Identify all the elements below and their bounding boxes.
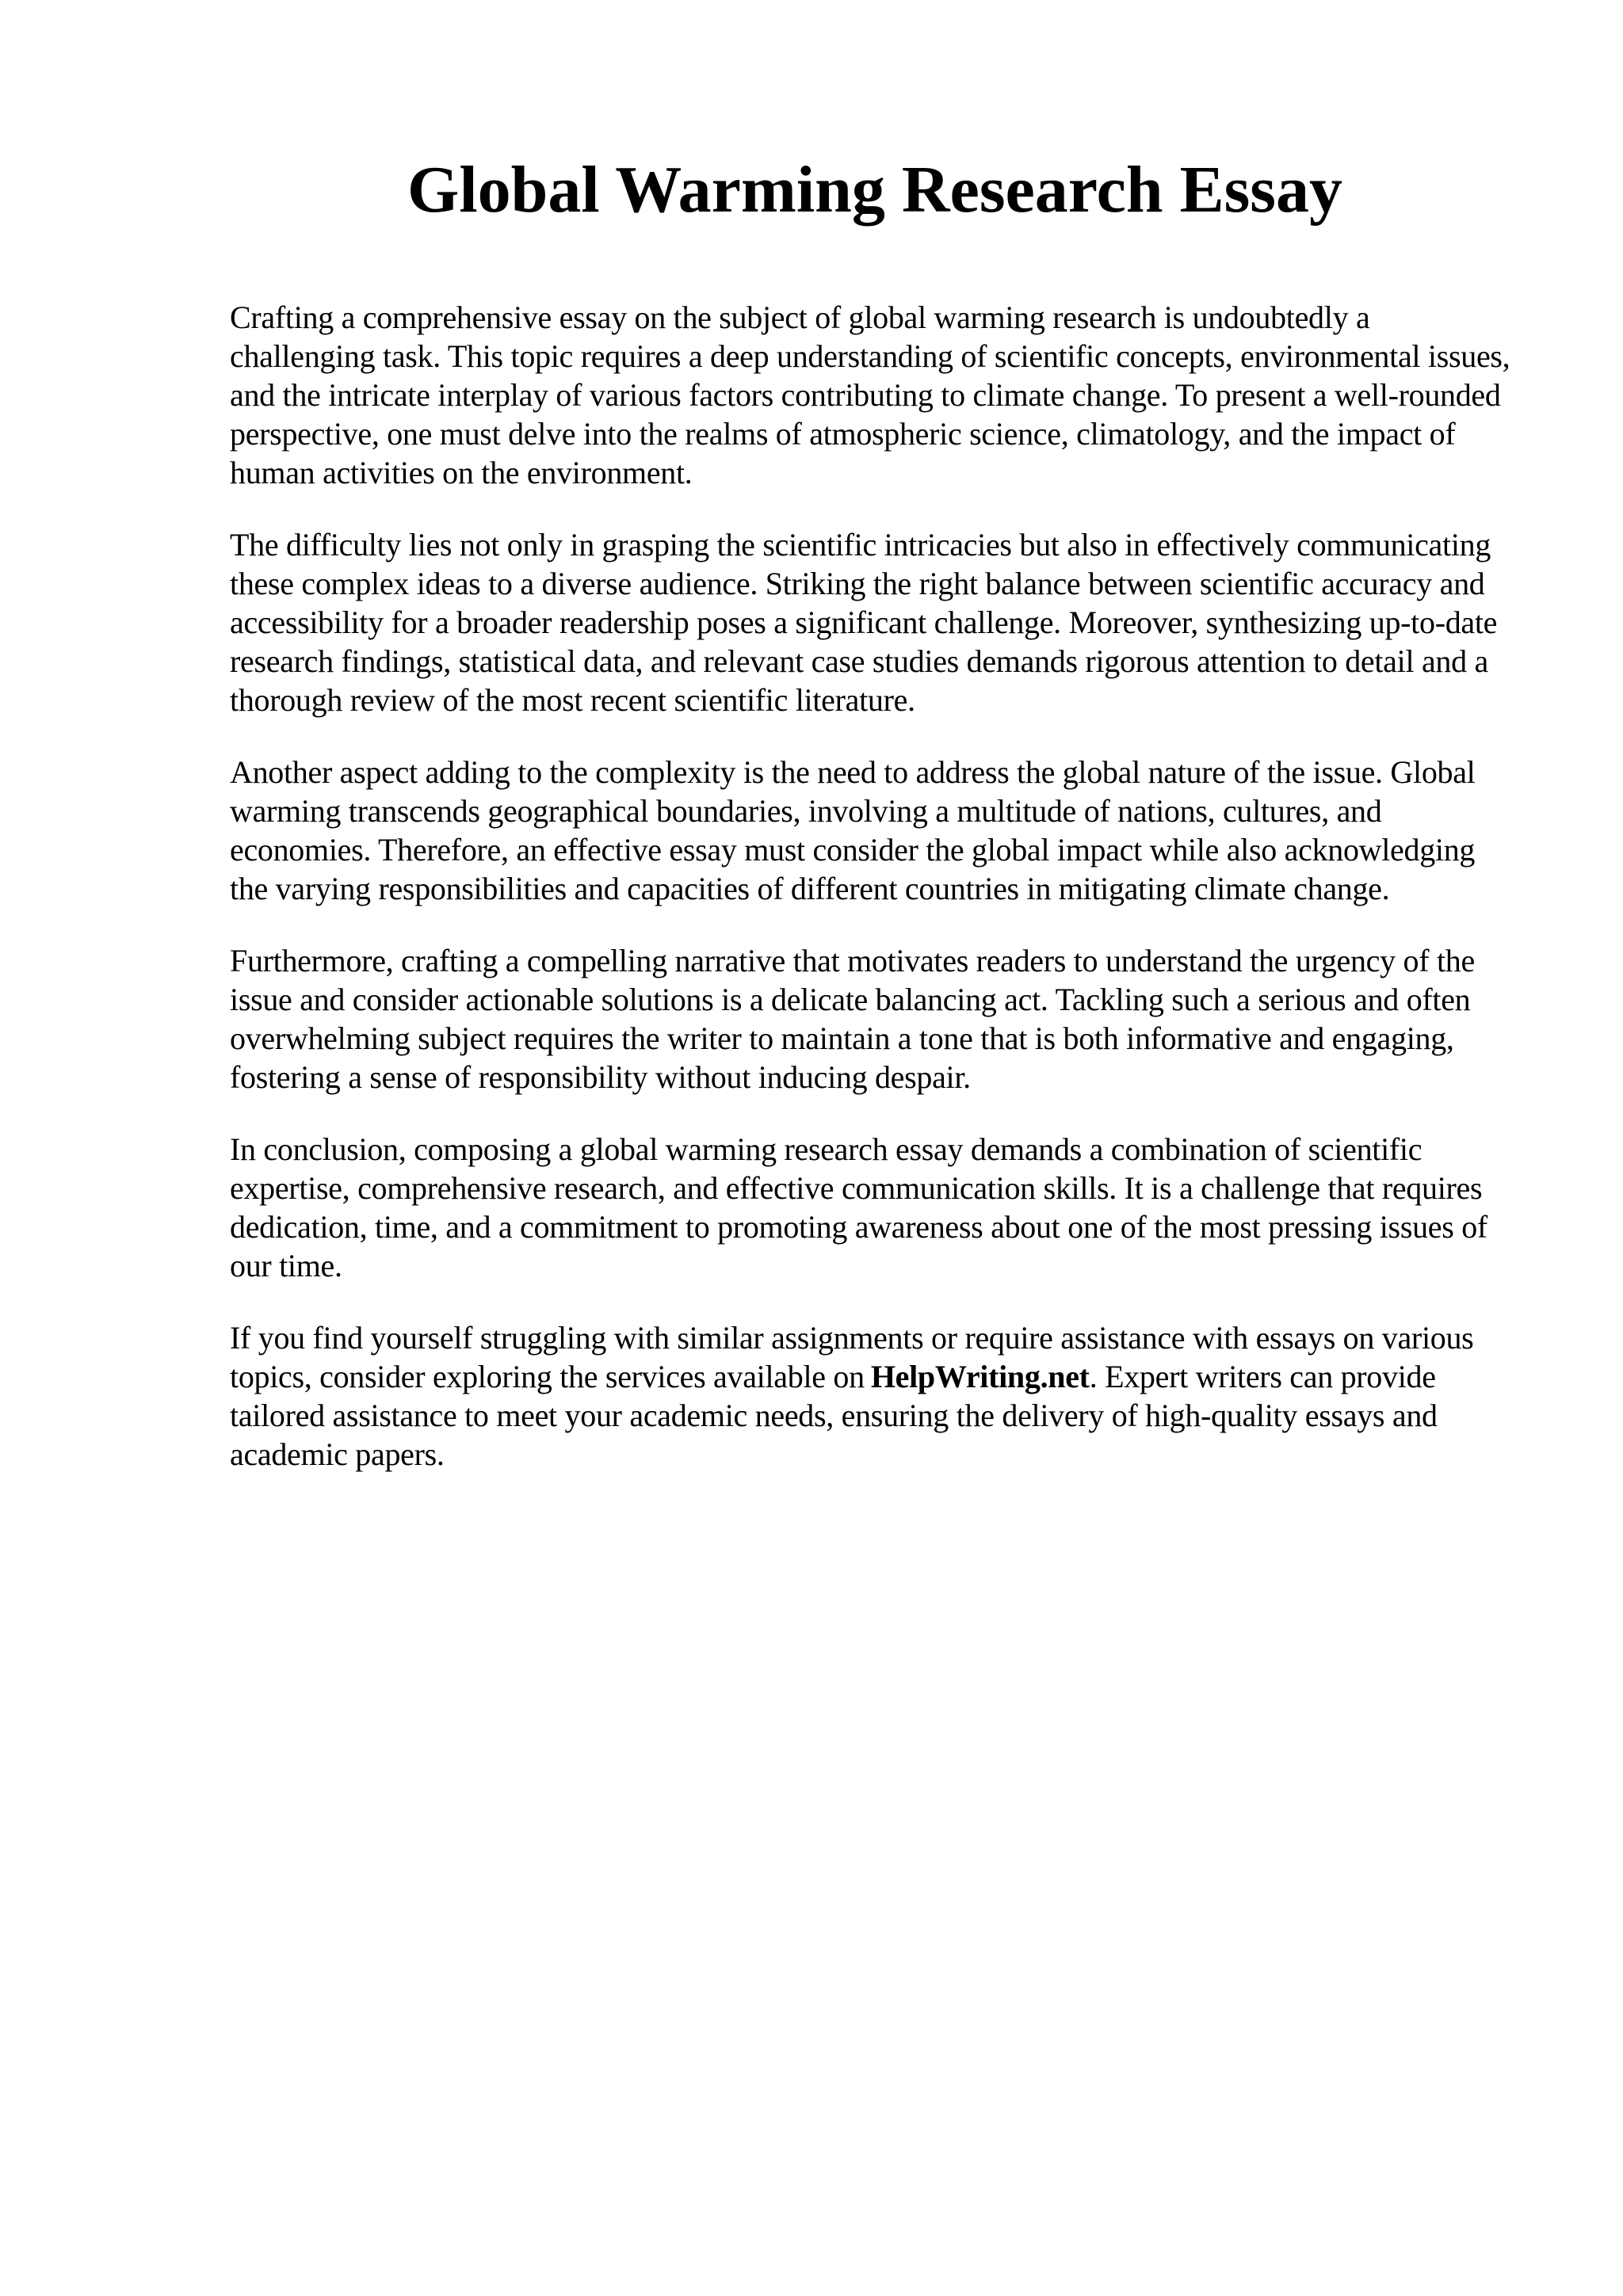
promo-text-after: . Expert writers can provide tailored assistance to meet your academic needs, ensuring the delivery of high-quality essays and academic papers. <box>230 1359 1438 1472</box>
paragraph-conclusion: In conclusion, composing a global warming research essay demands a combination of scientific expertise, comprehensive research, and effective communication skills. It is a challenge that requires dedication, time, and a commitment to promoting awareness about one of the most pressing issues of our time. <box>230 1131 1487 1283</box>
paragraph-intro: Crafting a comprehensive essay on the subject of global warming research is undoubtedly a challenging task. This topic requires a deep understanding of scientific concepts, environmental issues, and the intricate interplay of various factors contributing to climate change. To present a well-rounded perspective, one must delve into the realms of atmospheric science, climatology, and the impact of human activities on the environment. <box>230 299 1510 490</box>
paragraph-global-nature: Another aspect adding to the complexity is the need to address the global nature of the issue. Global warming transcends geographical boundaries, involving a multitude of nations, cultures, and economies. Therefore, an effective essay must consider the global impact while also acknowledging the varying responsibilities and capacities of different countries in mitigating climate change. <box>230 754 1476 906</box>
helpwriting-link[interactable]: HelpWriting.net <box>870 1359 1090 1394</box>
paragraph-narrative: Furthermore, crafting a compelling narrative that motivates readers to understand the urgency of the issue and consider actionable solutions is a delicate balancing act. Tackling such a serious and often overwhelming subject requires the writer to maintain a tone that is both informative and engaging, fostering a sense of responsibility without inducing despair. <box>230 943 1475 1095</box>
paragraph-difficulty: The difficulty lies not only in grasping the scientific intricacies but also in effectively communicating these complex ideas to a diverse audience. Striking the right balance between scientific accuracy and accessibility for a broader readership poses a significant challenge. Moreover, synthesizing up-to-date research findings, statistical data, and relevant case studies demands rigorous attention to detail and a thorough review of the most recent scientific literature. <box>230 527 1498 718</box>
promo-text-before: If you find yourself struggling with similar assignments or require assistance with essays on various topics, consider exploring the services available on <box>230 1320 1474 1394</box>
document-title: Global Warming Research Essay <box>407 153 1342 227</box>
paragraph-promo <box>230 1318 1514 1474</box>
document-body <box>230 298 1514 1507</box>
